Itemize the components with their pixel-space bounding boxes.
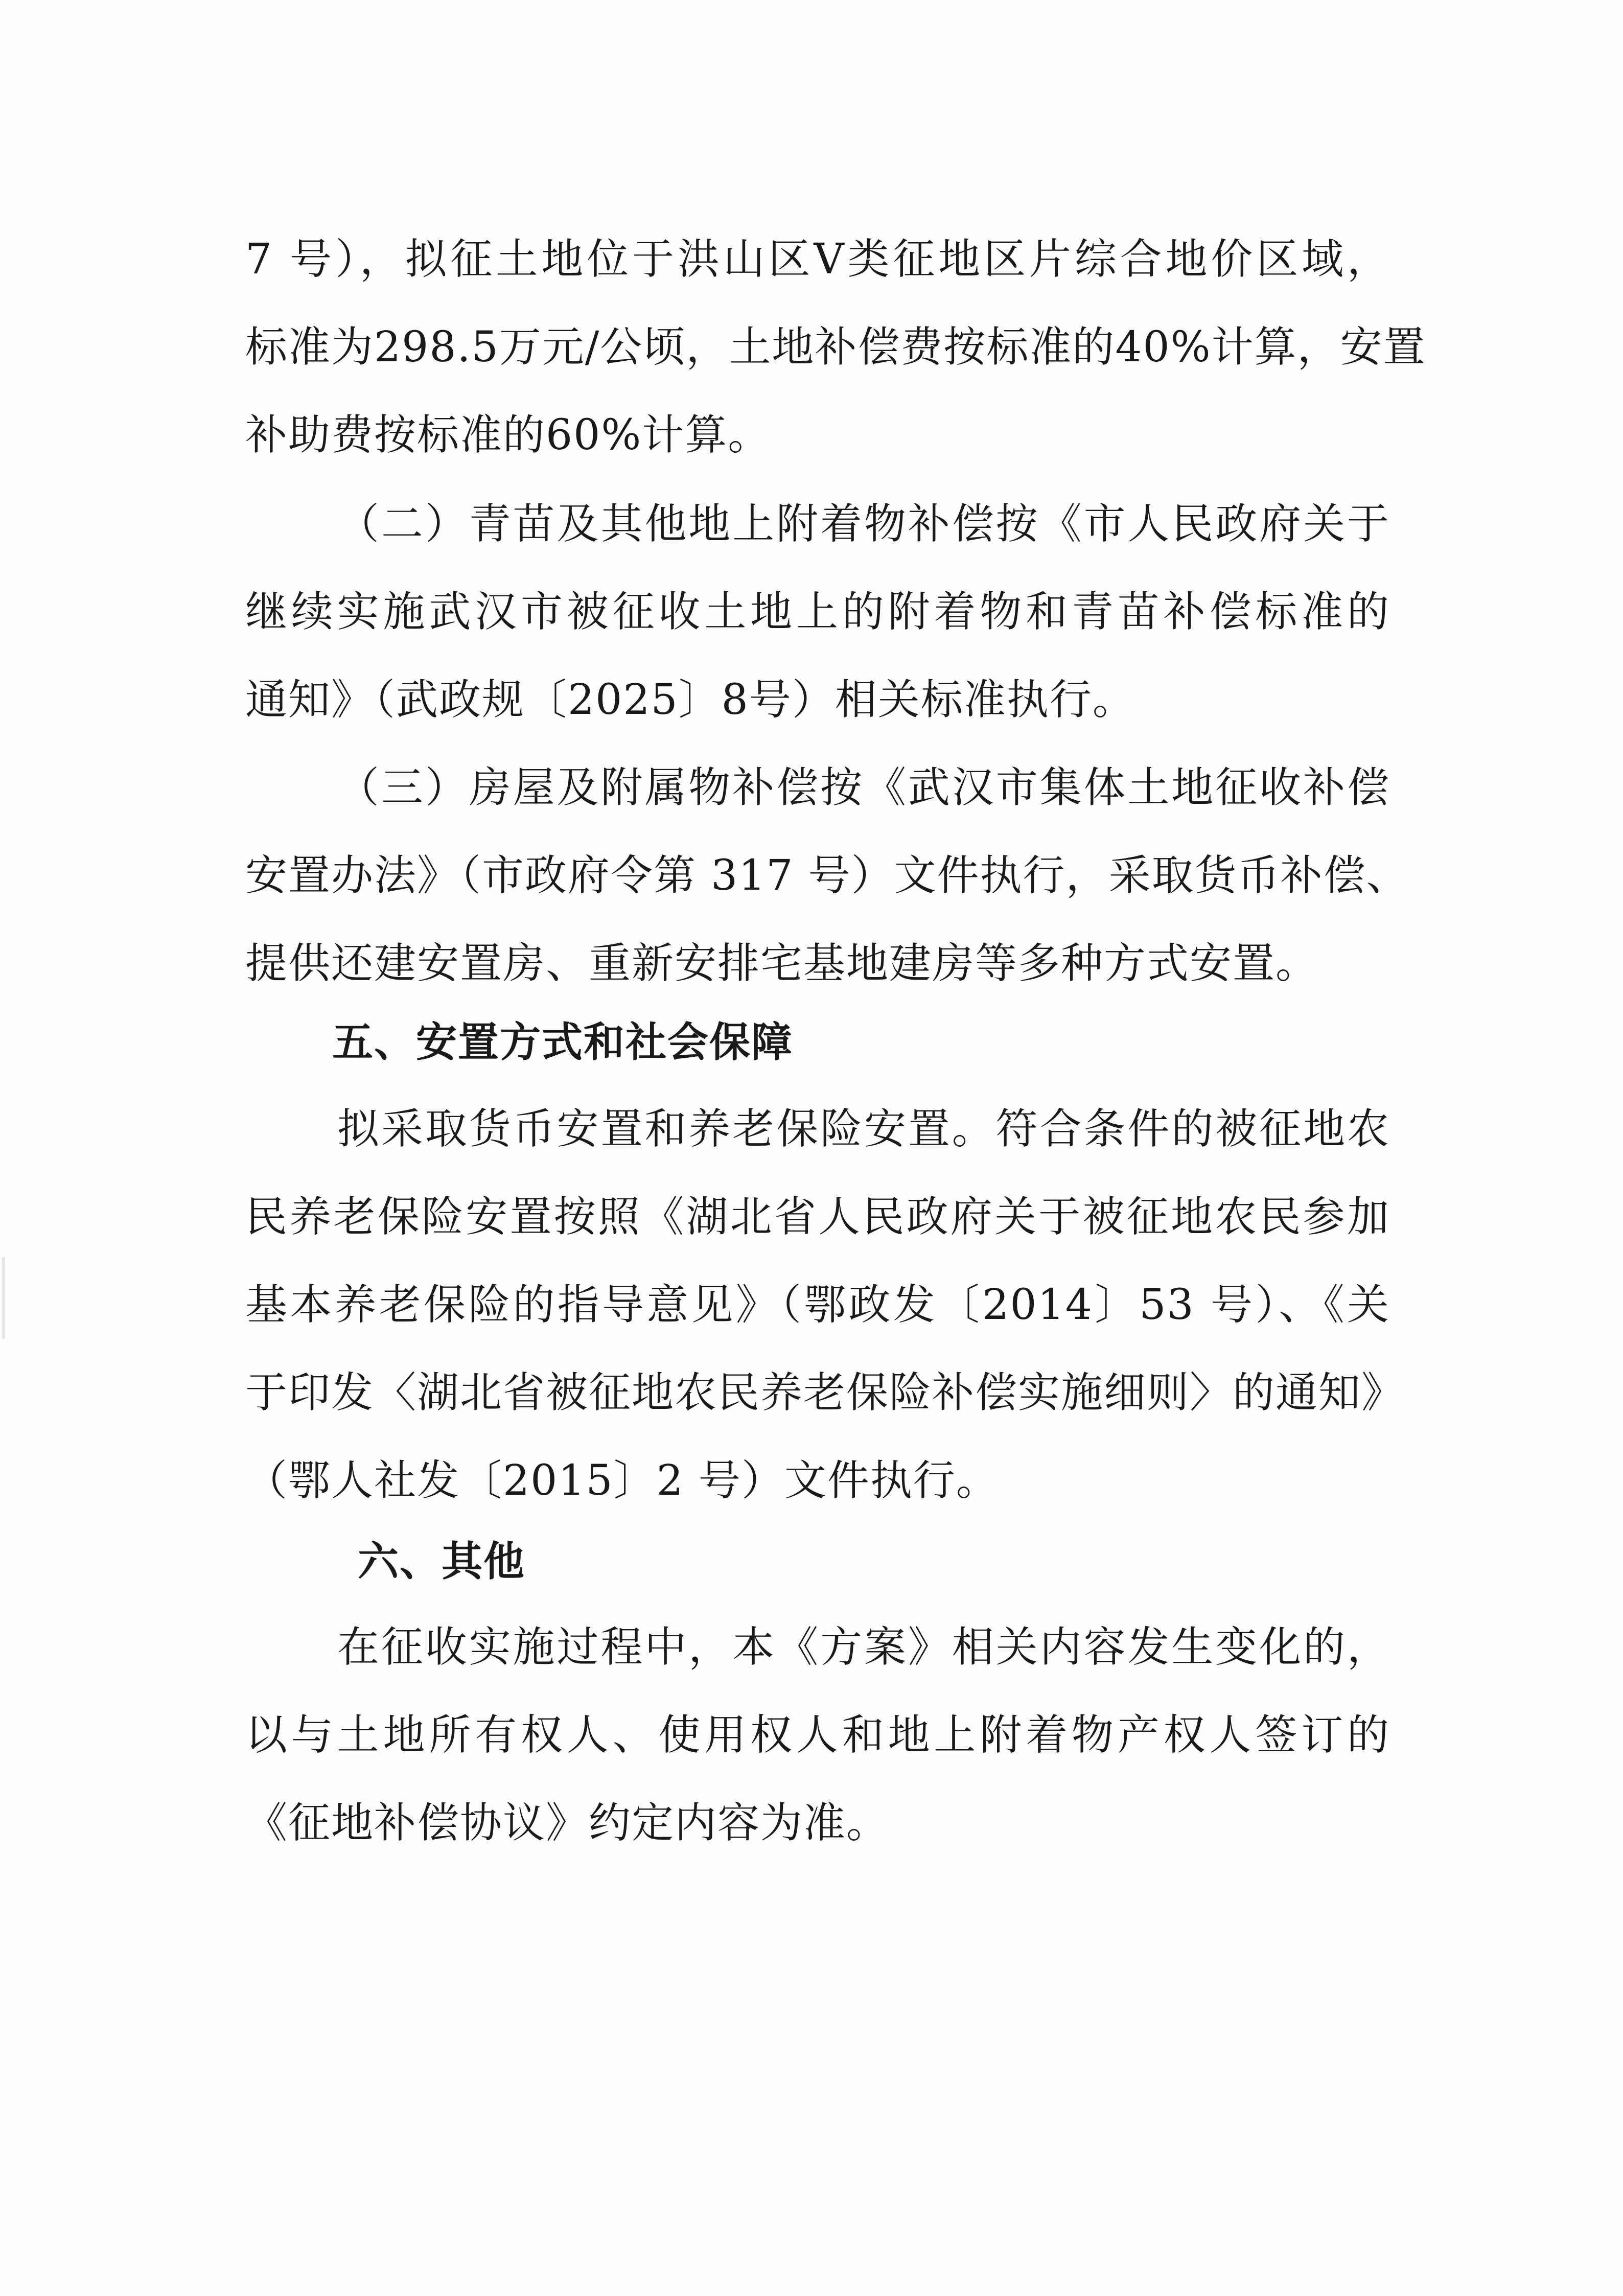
section-heading-5: 五、安置方式和社会保障 <box>332 1018 793 1066</box>
paragraph-line: 在征收实施过程中，本《方案》相关内容发生变化的， <box>337 1623 1390 1672</box>
paragraph-line: 以与土地所有权人、使用权人和地上附着物产权人签订的 <box>245 1711 1390 1759</box>
paragraph-line: 《征地补偿协议》约定内容为准。 <box>245 1799 890 1847</box>
paragraph-line: 继续实施武汉市被征收土地上的附着物和青苗补偿标准的 <box>245 588 1390 636</box>
paragraph-line: 于印发〈湖北省被征地农民养老保险补偿实施细则〉的通知》 <box>245 1369 1405 1417</box>
paragraph-line: （三）房屋及附属物补偿按《武汉市集体土地征收补偿 <box>337 763 1390 812</box>
paragraph-line: 拟采取货币安置和养老保险安置。符合条件的被征地农 <box>337 1105 1390 1153</box>
scan-margin-mark <box>2 1257 5 1339</box>
paragraph-line: 提供还建安置房、重新安排宅基地建房等多种方式安置。 <box>245 939 1319 988</box>
paragraph-line: 7 号），拟征土地位于洪山区Ⅴ类征地区片综合地价区域， <box>245 235 1390 284</box>
paragraph-line: 通知》（武政规〔2025〕8号）相关标准执行。 <box>245 676 1135 724</box>
paragraph-line: 基本养老保险的指导意见》（鄂政发〔2014〕53 号）、《关 <box>245 1281 1390 1329</box>
paragraph-line: 民养老保险安置按照《湖北省人民政府关于被征地农民参加 <box>245 1193 1390 1241</box>
section-heading-6: 六、其他 <box>358 1538 525 1585</box>
paragraph-line: 安置办法》（市政府令第 317 号）文件执行，采取货币补偿、 <box>245 851 1409 900</box>
paragraph-line: （鄂人社发〔2015〕2 号）文件执行。 <box>245 1456 999 1505</box>
paragraph-line: 补助费按标准的60%计算。 <box>245 411 771 459</box>
paragraph-line: 标准为298.5万元/公顷，土地补偿费按标准的40%计算，安置 <box>245 323 1426 372</box>
paragraph-line: （二）青苗及其他地上附着物补偿按《市人民政府关于 <box>337 500 1390 548</box>
